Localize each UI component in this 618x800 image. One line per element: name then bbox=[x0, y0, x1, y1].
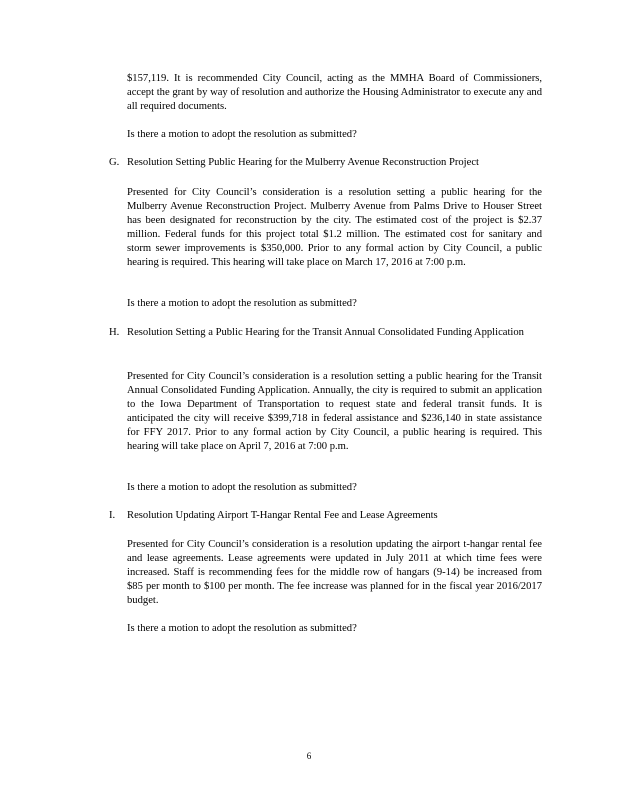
intro-question: Is there a motion to adopt the resolution as submitted? bbox=[127, 129, 357, 140]
page-number: 6 bbox=[306, 751, 312, 761]
item-letter: H. bbox=[109, 327, 120, 338]
item-h-question: Is there a motion to adopt the resolution as submitted? bbox=[127, 482, 357, 493]
intro-paragraph: $157,119. It is recommended City Council, acting as the MMHA Board of Commissioners, accept the grant by way of resolution and authorize the Housing Administrator to execute any and all required documents. bbox=[127, 73, 542, 112]
item-letter: I. bbox=[109, 510, 116, 521]
item-heading: Resolution Setting a Public Hearing for the Transit Annual Consolidated Funding Application bbox=[127, 327, 524, 338]
item-i-paragraph: Presented for City Council’s consideration is a resolution updating the airport t-hangar rental fee and lease agreements. Lease agreements were updated in July 2011 at which time fees were increased. Staff is recommending fees for the middle row of hangars (9-14) be increased from $85 per month to $100 per month. The fee increase was planned for in the fiscal year 2016/2017 budget. bbox=[127, 539, 542, 606]
item-heading: Resolution Setting Public Hearing for the Mulberry Avenue Reconstruction Project bbox=[127, 157, 479, 168]
item-g-question: Is there a motion to adopt the resolution as submitted? bbox=[127, 298, 357, 309]
item-i-question: Is there a motion to adopt the resolution as submitted? bbox=[127, 623, 357, 634]
item-letter: G. bbox=[109, 157, 120, 168]
item-g-paragraph: Presented for City Council’s consideration is a resolution setting a public hearing for the Mulberry Avenue Reconstruction Project. Mulberry Avenue from Palms Drive to Houser Street has been designated for reconstruction by the city. The estimated cost of the project is $2.37 million. Federal funds for this project total $1.2 million. The estimated cost for sanitary and storm sewer improvements is $350,000. Prior to any formal action by City Council, a public hearing is required. This hearing will take place on March 17, 2016 at 7:00 p.m. bbox=[127, 187, 542, 268]
item-h-paragraph: Presented for City Council’s consideration is a resolution setting a public hearing for the Transit Annual Consolidated Funding Application. Annually, the city is required to submit an application to the Iowa Department of Transportation to request state and federal transit funds. It is anticipated the city will receive $399,718 in federal assistance and $236,140 in state assistance for FFY 2017. Prior to any formal action by City Council, a public hearing is required. This hearing will take place on April 7, 2016 at 7:00 p.m. bbox=[127, 371, 542, 452]
item-heading: Resolution Updating Airport T-Hangar Rental Fee and Lease Agreements bbox=[127, 510, 438, 521]
